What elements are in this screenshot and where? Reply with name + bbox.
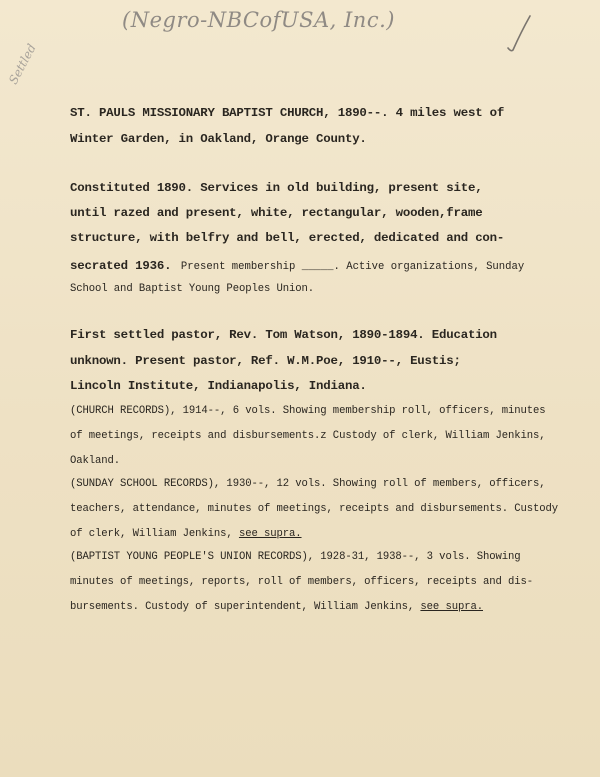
sunday-school-line-2: teachers, attendance, minutes of meetings, receipts and disbursements. Custody — [70, 503, 559, 515]
bypu-line-3 — [70, 601, 483, 613]
church-records-line-3: Oakland. — [70, 455, 121, 467]
heading-line-2: Winter Garden, in Oakland, Orange County. — [70, 132, 367, 146]
pastors-line-2: unknown. Present pastor, Ref. W.M.Poe, 1910--, Eustis; — [70, 354, 461, 368]
bypu-line-1: (BAPTIST YOUNG PEOPLE'S UNION RECORDS), 1928-31, 1938--, 3 vols. Showing — [70, 551, 521, 563]
checkmark-icon — [506, 14, 532, 54]
history-line-5: School and Baptist Young Peoples Union. — [70, 283, 315, 295]
church-records-line-1: (CHURCH RECORDS), 1914--, 6 vols. Showing membership roll, officers, minutes — [70, 405, 546, 417]
history-line-2: until razed and present, white, rectangular, wooden,frame — [70, 206, 483, 220]
sunday-school-line-1: (SUNDAY SCHOOL RECORDS), 1930--, 12 vols. Showing roll of members, officers, — [70, 478, 546, 490]
handwritten-denomination-note: (Negro-NBCofUSA, Inc.) — [122, 8, 395, 32]
handwritten-margin-note: Settled — [6, 41, 39, 87]
sunday-school-line-3 — [70, 528, 302, 540]
bypu-line-3-prefix: bursements. Custody of superintendent, William Jenkins, — [70, 601, 421, 613]
pastors-line-1: First settled pastor, Rev. Tom Watson, 1890-1894. Education — [70, 328, 497, 342]
sunday-school-line-3-prefix: of clerk, William Jenkins, — [70, 528, 239, 540]
pastors-line-3: Lincoln Institute, Indianapolis, Indiana. — [70, 379, 367, 393]
history-line-1: Constituted 1890. Services in old building, present site, — [70, 181, 483, 195]
history-line-3: structure, with belfry and bell, erected, dedicated and con- — [70, 231, 505, 245]
history-line-4-bold: secrated 1936. — [70, 259, 172, 273]
heading-line-1: ST. PAULS MISSIONARY BAPTIST CHURCH, 1890--. 4 miles west of — [70, 106, 505, 120]
bypu-line-2: minutes of meetings, reports, roll of members, officers, receipts and dis- — [70, 576, 534, 588]
bypu-see-supra: see supra. — [420, 601, 483, 613]
history-line-4-light: Present membership _____. Active organizations, Sunday — [180, 261, 525, 273]
sunday-school-see-supra: see supra. — [238, 528, 302, 540]
church-records-line-2: of meetings, receipts and disbursements.z Custody of clerk, William Jenkins, — [70, 430, 546, 442]
history-line-4 — [70, 256, 524, 274]
